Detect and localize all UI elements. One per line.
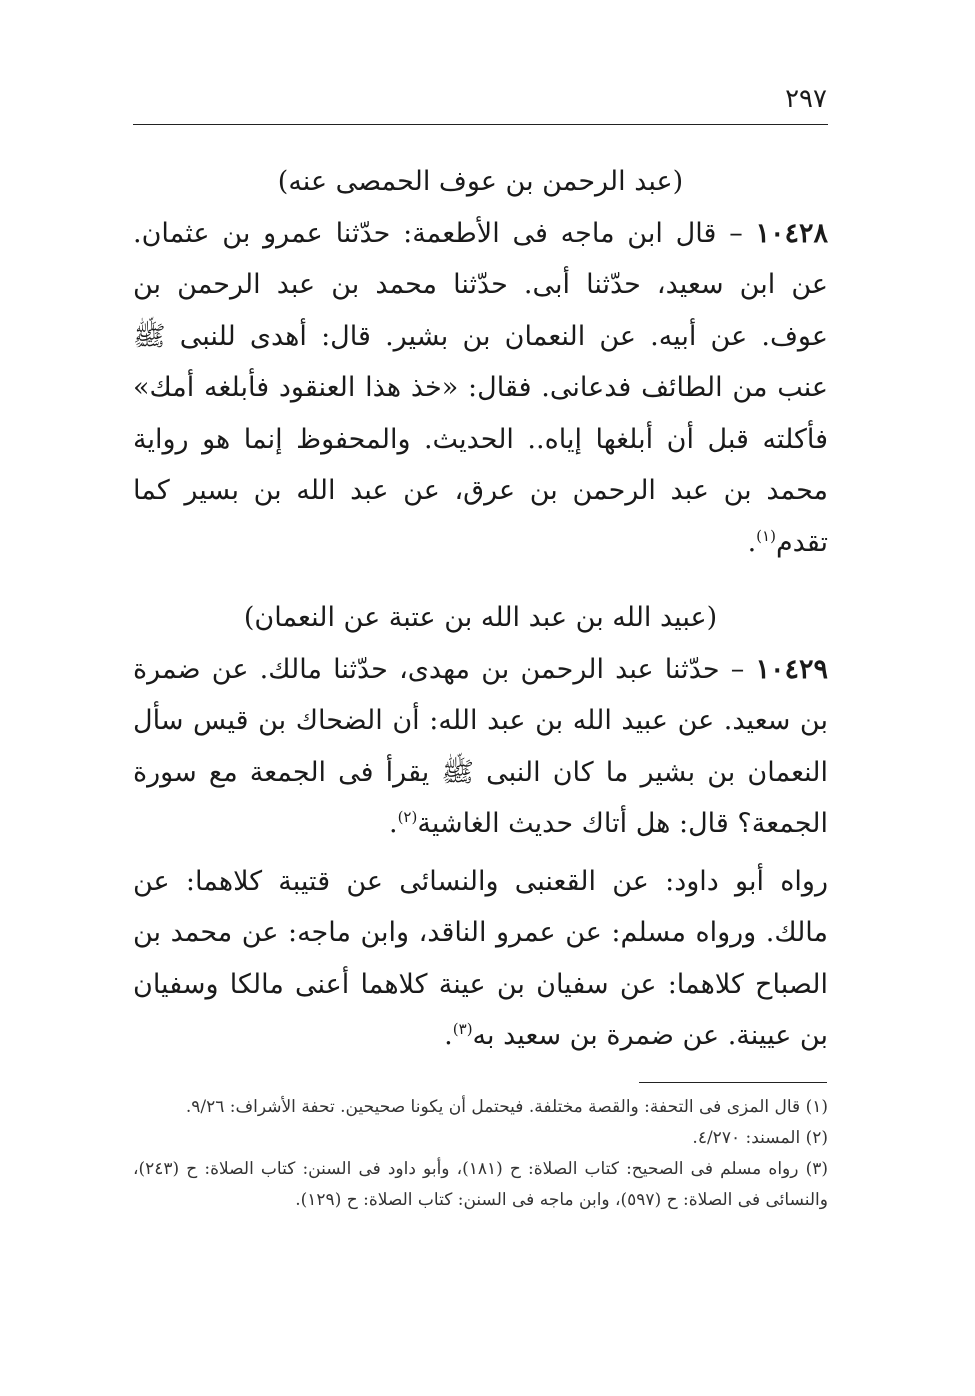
narration-paragraph	[133, 856, 828, 1062]
header-rule	[133, 124, 828, 125]
hadith-number: ١٠٤٢٩	[755, 653, 828, 685]
section-title-1: (عبد الرحمن بن عوف الحمصى عنه)	[277, 166, 684, 197]
footnotes	[133, 1092, 828, 1216]
paragraph-end: .	[747, 526, 757, 558]
page-number: ٢٩٧	[785, 84, 827, 114]
footnote-ref: (٢)	[397, 808, 418, 826]
footnote-ref: (١)	[756, 526, 776, 545]
hadith-paragraph-10429	[133, 644, 828, 850]
hadith-number: ١٠٤٢٨	[755, 217, 828, 249]
paragraph-end: .	[388, 808, 398, 839]
paragraph-end: .	[444, 1020, 453, 1051]
section-title-2: (عبيد الله بن عبد الله بن عتبة عن النعمان)	[243, 602, 718, 633]
hadith-text: – حدّثنا عبد الرحمن بن مهدى، حدّثنا مالك. عن ضمرة بن سعيد. عن عبيد الله بن عبد الله: أن الضحاك بن قيس سأل النعمان بن بشير ما كان النبى ﷺ يقرأ فى الجمعة مع سورة الجمعة؟ قال: هل أتاك حديث الغاشية	[133, 653, 828, 839]
footnote-3: (٣) رواه مسلم فى الصحيح: كتاب الصلاة: ح (١٨١)، وأبو داود فى السنن: كتاب الصلاة: ح (٢٤٣)، والنسائى فى الصلاة: ح (٥٩٧)، وابن ماجه فى السنن: كتاب الصلاة: ح (١٢٩).	[133, 1159, 828, 1210]
hadith-paragraph-10428	[133, 208, 828, 569]
narration-text: رواه أبو داود: عن القعنبى والنسائى عن قتيبة كلاهما: عن مالك. ورواه مسلم: عن عمرو الناقد، وابن ماجه: عن محمد بن الصباح كلاهما: عن سفيان بن عينة كلاهما أعنى مالكا وسفيان بن عيينة. عن ضمرة بن سعيد به	[133, 865, 828, 1051]
footnote-1: (١) قال المزى فى التحفة: والقصة مختلفة. فيحتمل أن يكونا صحيحين. تحفة الأشراف: ٩/٢٦.	[185, 1097, 828, 1117]
footnote-ref: (٣)	[452, 1020, 473, 1038]
footnote-rule	[639, 1082, 827, 1083]
main-text	[133, 150, 828, 1062]
footnote-2: (٢) المسند: ٤/٢٧٠.	[692, 1128, 828, 1148]
hadith-text: – قال ابن ماجه فى الأطعمة: حدّثنا عمرو بن عثمان. عن ابن سعيد، حدّثنا أبى. حدّثنا محمد بن عبد الرحمن بن عوف. عن أبيه. عن النعمان بن بشير. قال: أهدى للنبى ﷺ عنب من الطائف فدعانى. فقال: «خذ هذا العنقود فأبلغه أمك» فأكلته قبل أن أبلغها إياه.. الحديث. والمحفوظ إنما هو رواية محمد بن عبد الرحمن بن عرق، عن عبد الله بن بسير كما تقدم	[133, 217, 828, 558]
